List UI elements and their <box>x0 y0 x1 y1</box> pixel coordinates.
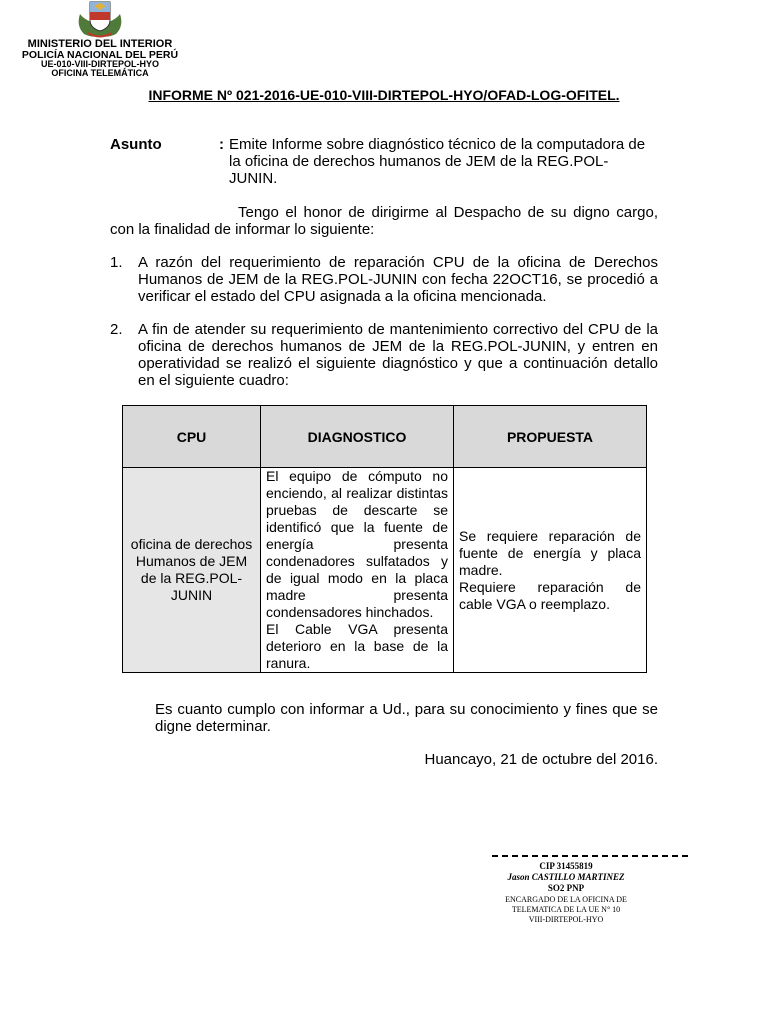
signature-line <box>492 855 688 857</box>
diagnosis-table <box>122 405 647 673</box>
table-header-row <box>123 406 647 468</box>
column-header-cpu: CPU <box>123 406 261 468</box>
column-header-diagnostico: DIAGNOSTICO <box>261 406 454 468</box>
column-header-propuesta: PROPUESTA <box>454 406 647 468</box>
signature-position <box>460 895 672 925</box>
closing-paragraph: Es cuanto cumplo con informar a Ud., para su conocimiento y fines que se digne determinar. <box>155 701 658 735</box>
report-title: INFORME Nº 021-2016-UE-010-VIII-DIRTEPOL-HYO/OFAD-LOG-OFITEL. <box>148 87 620 103</box>
item-text: A fin de atender su requerimiento de mantenimiento correctivo del CPU de la oficina de derechos humanos de JEM de la REG.POL-JUNIN, y entren en operatividad se realizó el siguiente diagnóstico y que a continuación detallo en el siguiente cuadro: <box>138 321 658 389</box>
propuesta-text-2: Requiere reparación de cable VGA o reemplazo. <box>459 578 641 612</box>
asunto-label: Asunto <box>110 136 162 153</box>
asunto-colon: : <box>219 136 224 153</box>
diagnostico-cell <box>261 468 454 673</box>
item-number: 2. <box>110 321 123 338</box>
letterhead-office: OFICINA TELEMÁTICA <box>51 68 149 78</box>
letterhead-unit: UE-010-VIII-DIRTEPOL-HYO <box>40 59 159 69</box>
propuesta-cell <box>454 468 647 673</box>
cpu-cell-text: oficina de derechos Humanos de JEM de la REG.POL-JUNIN <box>130 536 253 603</box>
asunto-text: Emite Informe sobre diagnóstico técnico de la computadora de la oficina de derechos humanos de JEM de la REG.POL-JUNIN. <box>229 136 646 187</box>
signature-position-line: VIII-DIRTEPOL-HYO <box>528 915 604 924</box>
signature-cip: CIP 31455819 <box>539 861 593 871</box>
signature-position-line: TELEMATICA DE LA UE N° 10 <box>511 905 621 914</box>
signature-rank: SO2 PNP <box>547 883 585 893</box>
cpu-cell <box>123 468 261 673</box>
dateline: Huancayo, 21 de octubre del 2016. <box>424 751 658 768</box>
letterhead-ministry: MINISTERIO DEL INTERIOR <box>27 38 173 50</box>
peru-coat-of-arms-icon <box>74 0 126 40</box>
item-number: 1. <box>110 254 123 271</box>
letterhead-police: POLICÍA NACIONAL DEL PERÚ <box>21 49 179 61</box>
signature-position-line: ENCARGADO DE LA OFICINA DE <box>505 895 627 904</box>
diagnostico-text-2: El Cable VGA presenta deterioro en la base de la ranura. <box>266 621 448 671</box>
diagnostico-text-1: El equipo de cómputo no enciendo, al realizar distintas pruebas de descarte se identificó que la fuente de energía presenta condenadores sulfatados y de igual modo en la placa madre presenta condensadores hinchados. <box>266 468 448 620</box>
signature-name: Jason CASTILLO MARTINEZ <box>507 872 625 882</box>
intro-paragraph: Tengo el honor de dirigirme al Despacho de su digno cargo, con la finalidad de informar lo siguiente: <box>110 204 658 238</box>
table-row <box>123 468 647 673</box>
item-text: A razón del requerimiento de reparación CPU de la oficina de Derechos Humanos de JEM de la REG.POL-JUNIN con fecha 22OCT16, se procedió a verificar el estado del CPU asignada a la oficina mencionada. <box>138 254 658 305</box>
propuesta-text-1: Se requiere reparación de fuente de energía y placa madre. <box>459 527 641 578</box>
